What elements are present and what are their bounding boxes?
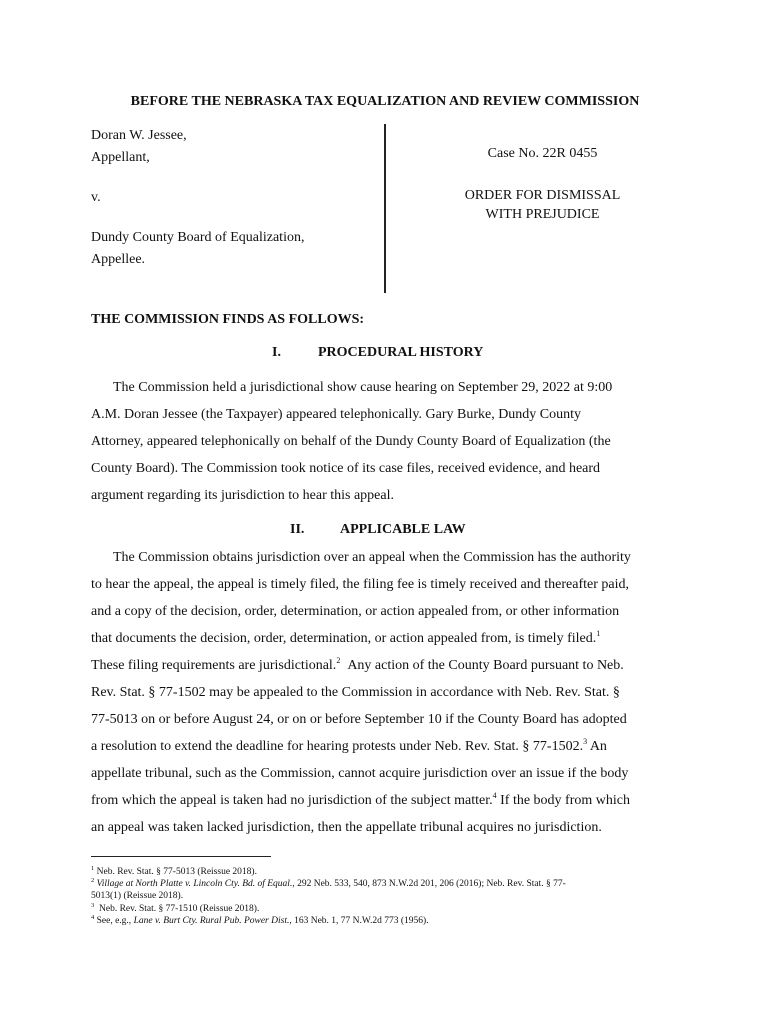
- section-1-numeral: I.: [272, 345, 281, 360]
- footnote-3: [91, 903, 681, 915]
- footnote-4: [91, 915, 681, 927]
- text-segment: These filing requirements are jurisdictional.: [91, 658, 337, 673]
- case-citation: Village at North Platte v. Lincoln Cty. Bd. of Equal.: [96, 879, 293, 890]
- text-segment: that documents the decision, order, determination, or action appealed from, is timely filed.: [91, 631, 597, 646]
- footnote-text: , 163 Neb. 1, 77 N.W.2d 773 (1956).: [289, 915, 429, 926]
- text-line: Rev. Stat. § 77-1502 may be appealed to the Commission in accordance with Neb. Rev. Stat. §: [91, 685, 620, 700]
- caption-divider: [384, 124, 386, 293]
- text-segment: from which the appeal is taken had no jurisdiction of the subject matter.: [91, 793, 493, 808]
- footnote-text: Neb. Rev. Stat. § 77-5013 (Reissue 2018).: [96, 867, 257, 877]
- case-citation: Lane v. Burt Cty. Rural Pub. Power Dist.: [133, 915, 290, 926]
- text-line: Attorney, appeared telephonically on behalf of the Dundy County Board of Equalization (the: [91, 434, 611, 449]
- text-segment: An: [589, 739, 607, 754]
- text-line: The Commission held a jurisdictional show cause hearing on September 29, 2022 at 9:00: [113, 380, 613, 395]
- text-line: argument regarding its jurisdiction to hear this appeal.: [91, 488, 394, 503]
- text-line: The Commission obtains jurisdiction over an appeal when the Commission has the authority: [113, 550, 631, 565]
- document-heading: BEFORE THE NEBRASKA TAX EQUALIZATION AND REVIEW COMMISSION: [130, 94, 640, 109]
- footnote-separator: [91, 856, 271, 857]
- text-line: and a copy of the decision, order, determination, or action appealed from, or other information: [91, 604, 620, 619]
- footnotes: [91, 866, 681, 927]
- footnote-ref-4[interactable]: 4: [492, 791, 497, 800]
- appellee-name: Dundy County Board of Equalization,: [91, 230, 305, 245]
- case-number: Case No. 22R 0455: [487, 146, 598, 161]
- text-line: County Board). The Commission took notice of its case files, received evidence, and heard: [91, 461, 601, 476]
- order-title: [430, 186, 655, 224]
- text-line: [91, 625, 681, 652]
- section-2-title: APPLICABLE LAW: [340, 522, 466, 537]
- footnote-ref-1[interactable]: 1: [596, 629, 601, 638]
- appellant-name: Doran W. Jessee,: [91, 128, 187, 143]
- order-title-line: WITH PREJUDICE: [485, 207, 600, 222]
- footnote-text: , 292 Neb. 533, 540, 873 N.W.2d 201, 206 (2016); Neb. Rev. Stat. § 77-: [292, 879, 566, 890]
- footnote-1: [91, 866, 681, 878]
- footnote-ref-3[interactable]: 3: [583, 737, 588, 746]
- footnote-marker: 3: [91, 901, 95, 909]
- text-line: appellate tribunal, such as the Commission, cannot acquire jurisdiction over an issue if the body: [91, 766, 629, 781]
- appellant-role: Appellant,: [91, 150, 150, 165]
- footnote-marker: 1: [91, 865, 95, 872]
- versus: v.: [91, 190, 101, 205]
- applicable-law-paragraph: [91, 544, 681, 841]
- footnote-2: [91, 878, 681, 890]
- section-2-numeral: II.: [290, 522, 305, 537]
- footnote-text: See, e.g.,: [96, 915, 134, 926]
- footnote-text: Neb. Rev. Stat. § 77-1510 (Reissue 2018).: [99, 903, 260, 914]
- text-line: 77-5013 on or before August 24, or on or before September 10 if the County Board has adopted: [91, 712, 627, 727]
- footnote-2-continued: 5013(1) (Reissue 2018).: [91, 891, 184, 902]
- footnote-marker: 4: [91, 913, 95, 921]
- caption-parties: [91, 125, 371, 271]
- text-segment: Any action of the County Board pursuant to Neb.: [347, 658, 624, 673]
- text-line: [91, 733, 681, 760]
- footnote-marker: 2: [91, 877, 95, 885]
- text-line: A.M. Doran Jessee (the Taxpayer) appeared telephonically. Gary Burke, Dundy County: [91, 407, 582, 422]
- footnote-ref-2[interactable]: 2: [336, 656, 341, 665]
- order-title-line: ORDER FOR DISMISSAL: [464, 188, 621, 203]
- text-line: to hear the appeal, the appeal is timely filed, the filing fee is timely received and thereafter paid,: [91, 577, 629, 592]
- text-line: [91, 652, 681, 679]
- text-line: an appeal was taken lacked jurisdiction, then the appellate tribunal acquires no jurisdiction.: [91, 820, 602, 835]
- text-segment: a resolution to extend the deadline for hearing protests under Neb. Rev. Stat. § 77-1502.: [91, 739, 584, 754]
- text-segment: If the body from which: [500, 793, 630, 808]
- procedural-history-paragraph: [91, 374, 681, 509]
- section-1-title: PROCEDURAL HISTORY: [318, 345, 484, 360]
- text-line: [91, 787, 681, 814]
- findings-heading: THE COMMISSION FINDS AS FOLLOWS:: [91, 312, 365, 327]
- appellee-role: Appellee.: [91, 252, 146, 267]
